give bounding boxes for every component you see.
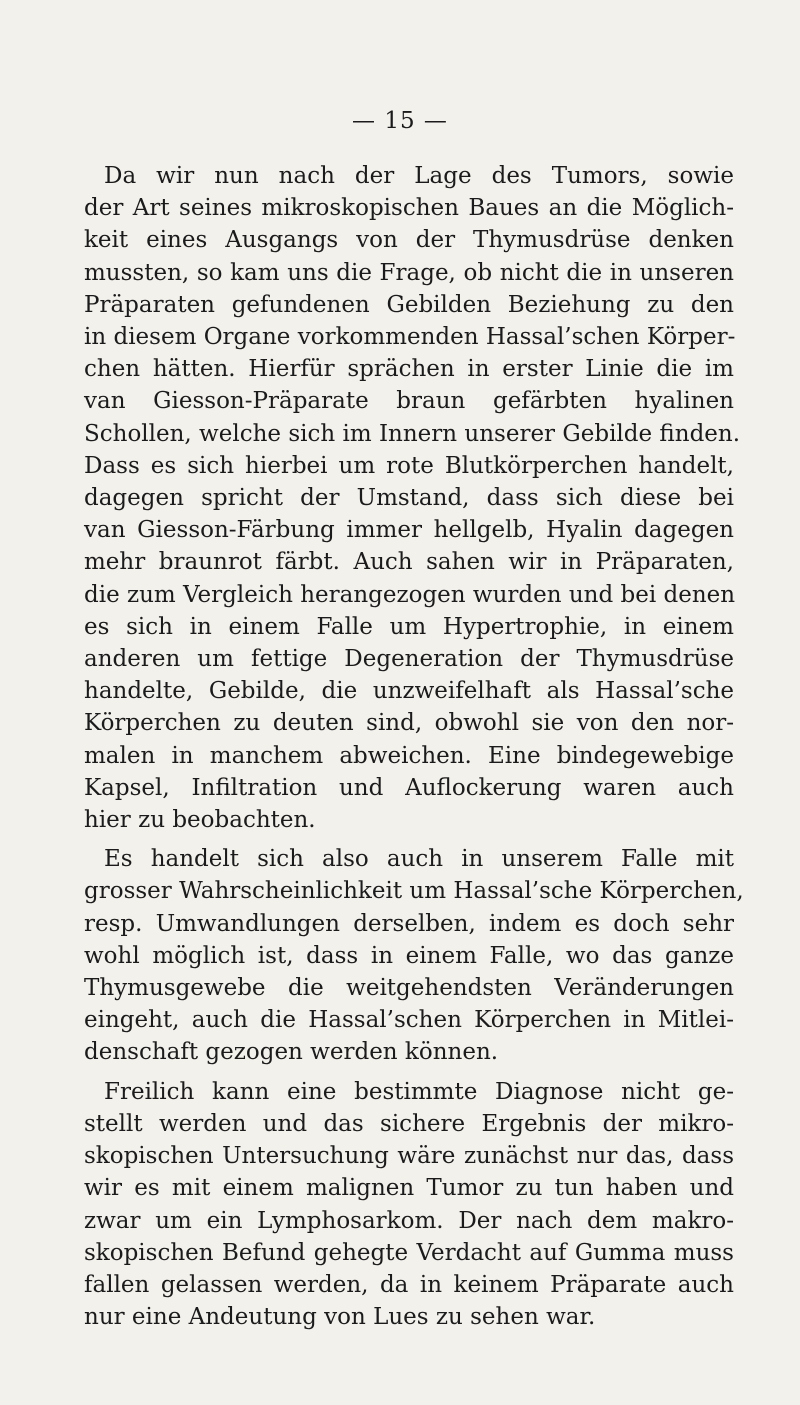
text-line: van Giesson-Präparate braun gefärbten hyalinen — [84, 388, 734, 415]
text-line: denschaft gezogen werden können. — [84, 1039, 499, 1066]
text-line: mussten, so kam uns die Frage, ob nicht die in unseren — [84, 259, 734, 286]
text-line: zwar um ein Lymphosarkom. Der nach dem makro- — [84, 1207, 734, 1234]
text-line: grosser Wahrscheinlichkeit um Hassal’sche Körperchen, — [84, 878, 744, 905]
page-number: — 15 — — [352, 108, 448, 134]
text-line: Freilich kann eine bestimmte Diagnose nicht ge- — [104, 1078, 734, 1105]
text-line: dagegen spricht der Umstand, dass sich diese bei — [84, 485, 734, 512]
text-line: anderen um fettige Degeneration der Thymusdrüse — [84, 646, 734, 673]
text-line: eingeht, auch die Hassal’schen Körperchen in Mitlei- — [84, 1007, 734, 1034]
text-line: Da wir nun nach der Lage des Tumors, sowie — [104, 163, 734, 189]
text-line: mehr braunrot färbt. Auch sahen wir in Präparaten, — [84, 549, 734, 576]
text-line: der Art seines mikroskopischen Baues an die Möglich- — [84, 195, 734, 222]
paragraph — [84, 843, 744, 1068]
text-line: malen in manchem abweichen. Eine bindegewebige — [84, 742, 734, 769]
text-line: wohl möglich ist, dass in einem Falle, wo das ganze — [84, 942, 734, 969]
text-line: nur eine Andeutung von Lues zu sehen war. — [84, 1304, 596, 1331]
text-line: keit eines Ausgangs von der Thymusdrüse denken — [84, 227, 734, 254]
text-line: die zum Vergleich herangezogen wurden und bei denen — [84, 581, 736, 608]
text-line: stellt werden und das sichere Ergebnis der mikro- — [84, 1110, 734, 1137]
body-text — [84, 160, 744, 1340]
text-line: handelte, Gebilde, die unzweifelhaft als Hassal’sche — [84, 678, 734, 705]
text-line: fallen gelassen werden, da in keinem Präparate auch — [84, 1271, 734, 1298]
text-line: skopischen Untersuchung wäre zunächst nur das, dass — [84, 1143, 734, 1170]
text-line: Schollen, welche sich im Innern unserer Gebilde finden. — [84, 420, 741, 447]
text-line: Kapsel, Infiltration und Auflockerung waren auch — [84, 774, 734, 801]
text-line: hier zu beobachten. — [84, 807, 316, 834]
text-line: Präparaten gefundenen Gebilden Beziehung zu den — [84, 291, 734, 318]
text-line: Thymusgewebe die weitgehendsten Veränderungen — [84, 975, 734, 1002]
text-line: skopischen Befund gehegte Verdacht auf Gumma muss — [84, 1239, 734, 1266]
text-line: wir es mit einem malignen Tumor zu tun haben und — [84, 1175, 734, 1202]
text-line: in diesem Organe vorkommenden Hassal’schen Körper- — [84, 324, 736, 351]
paragraph — [84, 1076, 734, 1334]
text-line: Dass es sich hierbei um rote Blutkörperchen handelt, — [84, 452, 734, 479]
text-line: resp. Umwandlungen derselben, indem es doch sehr — [84, 910, 734, 937]
text-line: van Giesson-Färbung immer hellgelb, Hyalin dagegen — [84, 517, 734, 544]
text-line: es sich in einem Falle um Hypertrophie, in einem — [84, 613, 734, 640]
text-line: Körperchen zu deuten sind, obwohl sie von den nor- — [84, 710, 734, 737]
paragraph — [84, 160, 741, 836]
text-line: chen hätten. Hierfür sprächen in erster Linie die im — [84, 356, 734, 383]
text-line: Es handelt sich also auch in unserem Falle mit — [104, 846, 734, 873]
